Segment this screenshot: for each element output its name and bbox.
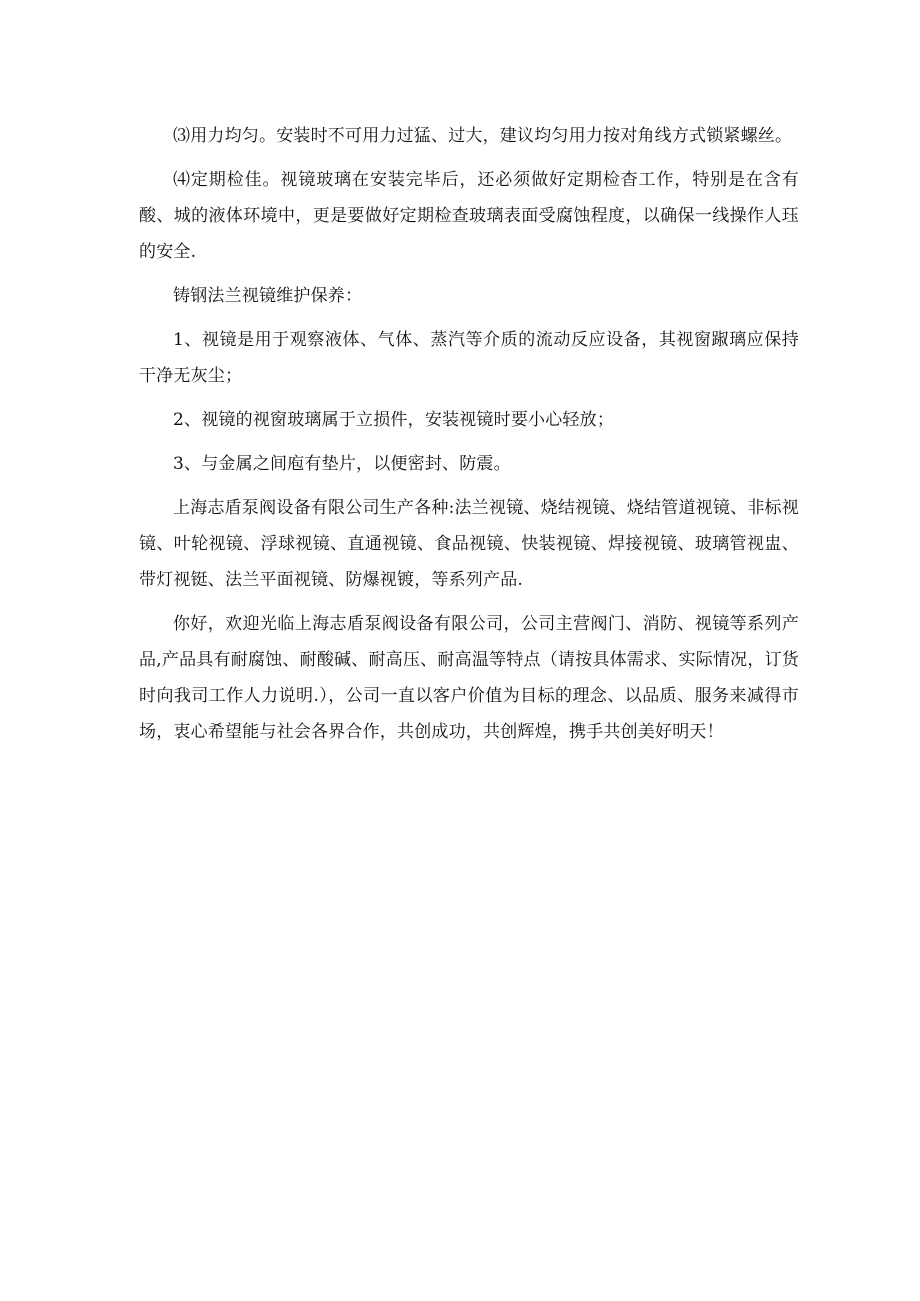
paragraph-maintenance-item-1: 1、视镜是用于观察液体、气体、蒸汽等介质的流动反应设备，其视窗踧璃应保持干净无灰尘； (139, 330, 799, 386)
paragraph-company-intro: 你好，欢迎光临上海志盾泵阀设备有限公司，公司主营阀门、消防、视镜等系列产品,产品具有耐腐蚀、耐酸碱、耐高压、耐高温等特点（请按具体需求、实际情况，订货时向我司工作人力说明.），公司一直以客户价值为目标的理念、以品质、服务来减得市场，衷心希望能与社会各界合作，共创成功，共创辉煌，携手共创美好明天！ (139, 614, 799, 742)
section-heading-maintenance: 铸钢法兰视镜维护保养： (173, 286, 363, 306)
paragraph-periodic-inspection: ⑷定期检佳。视镜玻璃在安装完毕后，还必须做好定期检杳工作，特别是在含有酸、城的液体环境中，更是要做好定期检查玻璃表面受腐蚀程度，以确保一线操作人珏的安全. (139, 170, 799, 262)
paragraph-maintenance-item-2: 2、视镜的视窗玻璃属于立损件，安装视镜时要小心轻放； (173, 410, 615, 430)
paragraph-uniform-force: ⑶用力均匀。安装时不可用力过猛、过大，建议均匀用力按对角线方式锁紧螺丝。 (173, 126, 793, 146)
paragraph-maintenance-item-3: 3、与金属之间庖有垫片，以便密封、防震。 (173, 454, 511, 474)
paragraph-product-list: 上海志盾泵阀设备有限公司生产各种:法兰视镜、烧结视镜、烧结管道视镜、非标视镜、叶轮视镜、浮球视镜、直通视镜、食品视镜、快装视镜、焊接视镜、玻璃管视盅、带灯视铤、法兰平面视镜、防爆视镀，等系列产品. (139, 498, 799, 590)
document-body (139, 118, 799, 758)
